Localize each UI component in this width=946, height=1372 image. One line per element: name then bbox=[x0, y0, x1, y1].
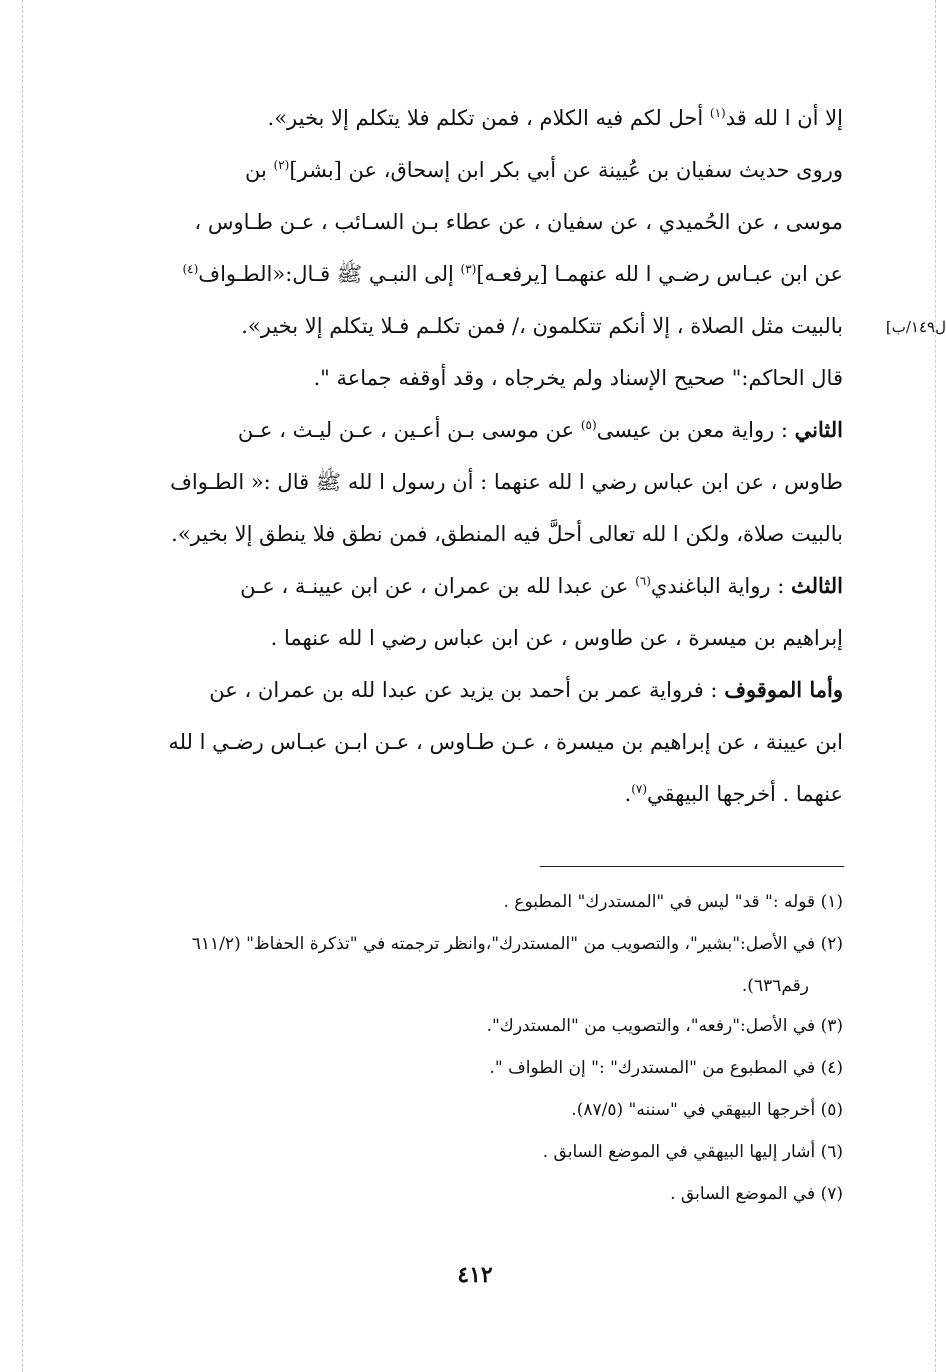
footnote: (٣) في الأصل:"رفعه"، والتصويب من "المستدرك". bbox=[486, 1016, 843, 1036]
footnote-ref: (٢) bbox=[273, 158, 290, 172]
scan-edge-right bbox=[935, 0, 936, 1372]
section-label: الثاني bbox=[794, 417, 843, 442]
footnote: (٦) أشار إليها البيهقي في الموضع السابق . bbox=[542, 1142, 843, 1162]
footnote-ref: (١) bbox=[709, 106, 726, 120]
text-line: وروى حديث سفيان بن عُيينة عن أبي بكر ابن إسحاق، عن [بشر]$^{(٢)}$ بن bbox=[244, 158, 843, 182]
text-line: عن ابن عبـاس رضـي ا لله عنهمـا [يرفعـه]$^{(٣)}$ إلى النبـي ﷺ قـال:«الطـواف$^{(٤)}$ bbox=[182, 262, 843, 286]
text-line: بالبيت صلاة، ولكن ا لله تعالى أحلَّ فيه المنطق، فمن نطق فلا ينطق إلا بخير». bbox=[171, 522, 843, 546]
text-line: وأما الموقوف : فرواية عمر بن أحمد بن يزيد عن عبدا لله بن عمران ، عن bbox=[209, 677, 843, 702]
footnote: (٢) في الأصل:"بشير"، والتصويب من "المستدرك"،وانظر ترجمته في "تذكرة الحفاظ" (٦١١/٢ bbox=[191, 934, 843, 954]
text-line: طاوس ، عن ابن عباس رضي ا لله عنهما : أن رسول ا لله ﷺ قال :« الطـواف bbox=[170, 470, 843, 494]
footnote: (١) قوله :" قد" ليس في "المستدرك" المطبوع . bbox=[503, 892, 843, 912]
footnote: (٧) في الموضع السابق . bbox=[670, 1184, 843, 1204]
footnote: (٥) أخرجها البيهقي في "سننه" (٨٧/٥). bbox=[571, 1100, 843, 1120]
footnote-ref: (٣) bbox=[460, 262, 477, 276]
text-line: إبراهيم بن ميسرة ، عن طاوس ، عن ابن عباس رضي ا لله عنهما . bbox=[270, 626, 843, 650]
footnote-ref: (٥) bbox=[580, 418, 597, 432]
page-number: ٤١٢ bbox=[457, 1262, 493, 1288]
margin-folio-note: ل١٤٩/ب] bbox=[885, 318, 946, 336]
text-line: ابن عيينة ، عن إبراهيم بن ميسرة ، عـن طـاوس ، عـن ابـن عبـاس رضـي ا لله bbox=[168, 730, 843, 754]
footnote-ref: (٤) bbox=[182, 262, 199, 276]
section-label: وأما الموقوف bbox=[724, 677, 843, 702]
footnote-continuation: رقم٦٣٦). bbox=[741, 976, 809, 996]
scan-edge-left bbox=[22, 0, 23, 1372]
footnote: (٤) في المطبوع من "المستدرك" :" إن الطواف ". bbox=[489, 1058, 843, 1078]
section-label: الثالث bbox=[791, 573, 843, 598]
footnote-ref: (٧) bbox=[631, 782, 648, 796]
text-line: إلا أن ا لله قد$^{(١)}$ أحل لكم فيه الكلام ، فمن تكلم فلا يتكلم إلا بخير». bbox=[267, 106, 843, 130]
text-line: موسى ، عن الحُميدي ، عن سفيان ، عن عطاء بـن السـائب ، عـن طـاوس ، bbox=[194, 210, 843, 234]
footnotes bbox=[128, 882, 843, 1216]
text-line: بالبيت مثل الصلاة ، إلا أنكم تتكلمون ،/ فمن تكلـم فـلا يتكلم إلا بخير». bbox=[241, 314, 843, 338]
text-line: قال الحاكم:" صحيح الإسناد ولم يخرجاه ، وقد أوقفه جماعة ". bbox=[313, 366, 843, 390]
footnote-separator bbox=[540, 866, 844, 867]
text-line: الثالث : رواية الباغندي$^{(٦)}$ عن عبدا لله بن عمران ، عن ابن عيينـة ، عـن bbox=[240, 573, 843, 598]
footnote-ref: (٦) bbox=[635, 574, 651, 588]
text-line: عنهما . أخرجها البيهقي$^{(٧)}$. bbox=[624, 782, 843, 806]
text-line: الثاني : رواية معن بن عيسى$^{(٥)}$ عن موسى بـن أعـين ، عـن ليـث ، عـن bbox=[237, 417, 843, 442]
main-text bbox=[128, 92, 843, 820]
